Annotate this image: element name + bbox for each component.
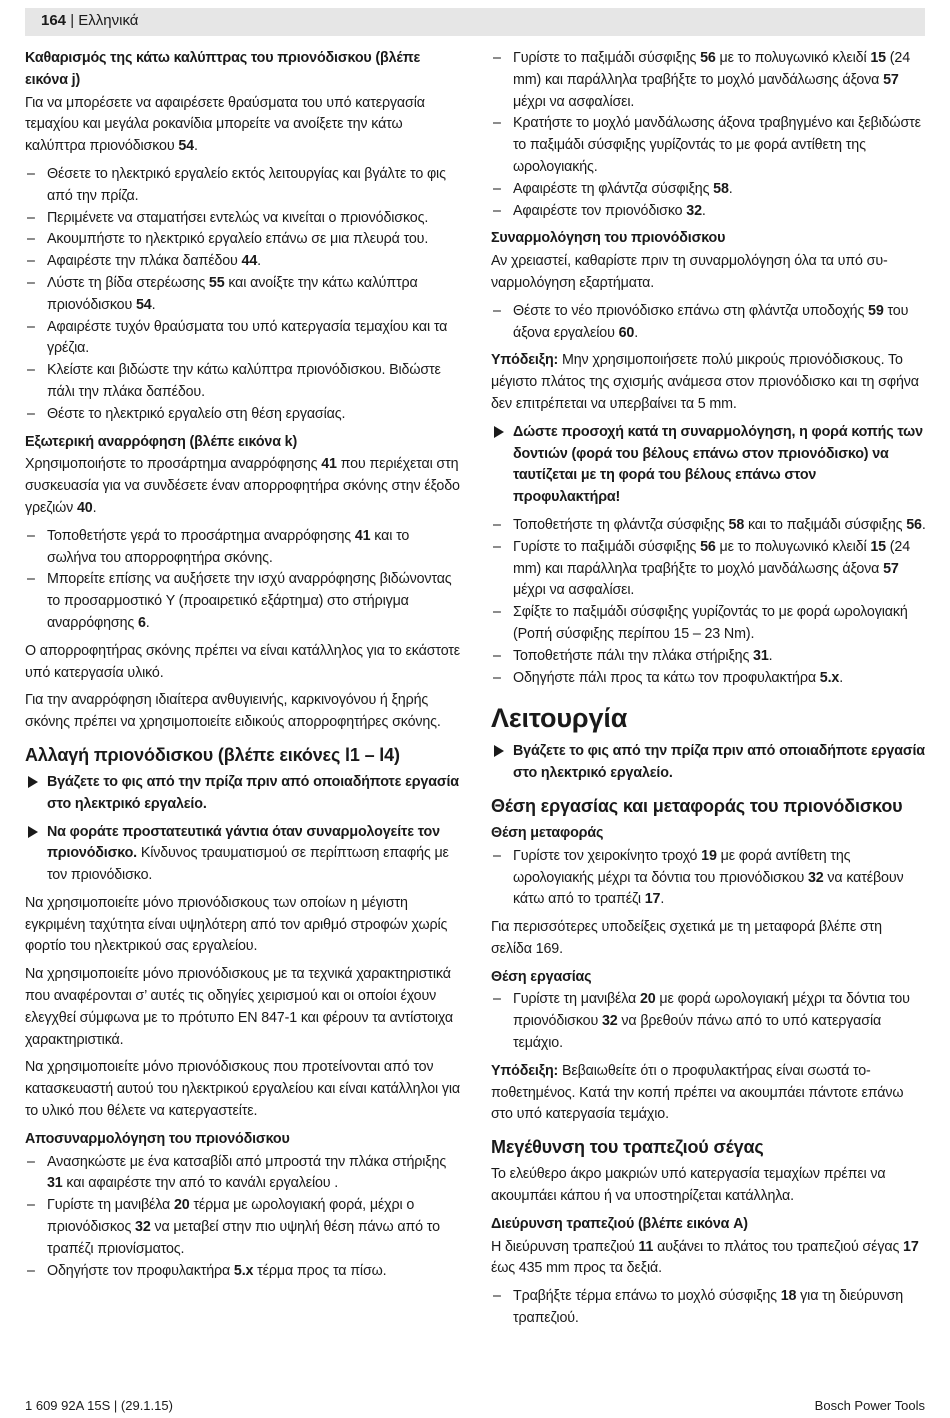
warning-detail: Κίνδυνος τραυματισμού σε περίπτωση επαφής με τον πριονόδισκο. [47,845,449,884]
section-title-positions: Θέση εργασίας και μεταφοράς του πριονόδισκου [491,795,903,816]
subsection-title-transport: Θέση μεταφοράς [491,824,604,841]
paragraph: Το ελεύθερο άκρο μακριών υπό κατεργασία τεμαχίων πρέπει να ακουμπάει κάπου ή να υποστηρίζεται κατάλληλα. [491,1166,886,1205]
list-item: – Θέστε το ηλεκτρικό εργαλείο στη θέση εργασίας. [25,404,460,426]
warning-triangle-icon [28,776,38,788]
step-list [25,1152,460,1283]
chapter-title-operation: Λειτουργία [491,703,628,734]
reference-number: 58 [728,516,745,533]
warning-text: Βγάζετε το φις από την πρίζα πριν από οποιαδήποτε εργασία στο ηλεκτρικό εργαλείο. [513,743,925,782]
step-list [491,1286,926,1330]
section-title-extraction: Εξωτερική αναρρόφηση (βλέπε εικόνα k) [25,433,298,450]
list-item: – Γυρίστε το παξιμάδι σύσφιξης 56 με το πολυγωνικό κλειδί 15 (24 mm) και παράλληλα τραβήξτε το μοχλό μανδάλωσης άξονα 57 μέχρι να ασφαλίσει. [491,48,926,113]
list-item: – Θέστε το νέο πριονόδισκο επάνω στη φλάντζα υποδοχής 59 του άξονα εργαλείου 60. [491,301,926,345]
reference-number: 55 [208,274,225,291]
page-language: Ελληνικά [78,12,139,29]
reference-number: 54 [178,138,194,155]
paragraph: Για την αναρρόφηση ιδιαίτερα ανθυγιεινής, καρκινογόνου ή ξηρής σκόνης πρέπει να χρησιμοποιείτε ειδικούς απορροφητήρες σκόνης. [25,692,441,731]
list-item: – Γυρίστε τον χειροκίνητο τροχό 19 με φορά αντίθετη της ωρολογιακής μέχρι τα δόντια του πριονόδισκου 32 να κατέβουν κάτω από το τραπέζι 17. [491,846,926,911]
list-item: – Γυρίστε το παξιμάδι σύσφιξης 56 με το πολυγωνικό κλειδί 15 (24 mm) και παράλληλα τραβήξτε το μοχλό μανδάλωσης άξονα 57 μέχρι να ασφαλίσει. [491,537,926,602]
footer-doc-id: 1 609 92A 15S | (29.1.15) [25,1398,173,1413]
list-item: – Ακουμπήστε το ηλεκτρικό εργαλείο επάνω σε μια πλευρά του. [25,229,460,251]
step-list [491,989,926,1054]
note-label: Υπόδειξη: [491,352,559,369]
step-list [491,48,926,222]
list-item: – Κρατήστε το μοχλό μανδάλωσης άξονα τραβηγμένο και ξεβιδώστε το παξιμάδι σύσφιξης γυρίζοντάς το με φορά αντίθετη της ωρολογιακής. [491,113,926,178]
list-item: – Αφαιρέστε τυχόν θραύσματα του υπό κατεργασία τεμαχίου και τα γρέζια. [25,317,460,361]
reference-number: 31 [753,647,769,664]
reference-number: 5.x [233,1262,254,1279]
reference-number: 41 [321,456,337,473]
reference-number: 32 [601,1013,618,1030]
reference-number: 15 [870,538,886,555]
list-item: – Περιμένετε να σταματήσει εντελώς να κινείται ο πριονόδισκος. [25,208,460,230]
left-column [25,48,460,1288]
reference-number: 11 [638,1238,654,1255]
step-list [491,301,926,345]
note [491,1061,926,1126]
step-list [491,846,926,911]
warning-text: Βγάζετε το φις από την πρίζα πριν από οποιαδήποτε εργασία στο ηλεκτρικό εργαλείο. [47,773,459,812]
list-item: – Οδηγήστε πάλι προς τα κάτω τον προφυλακτήρα 5.x. [491,668,926,690]
reference-number: 60 [618,324,635,341]
list-item: – Αφαιρέστε τη φλάντζα σύσφιξης 58. [491,179,926,201]
subsection-title-table-widening: Διεύρυνση τραπεζιού (βλέπε εικόνα A) [491,1215,748,1232]
section-title-cleaning: Καθαρισμός της κάτω καλύπτρας του πριονόδισκου (βλέπε εικόνα j) [25,50,421,88]
reference-number: 58 [713,180,729,197]
list-item: – Σφίξτε το παξιμάδι σύσφιξης γυρίζοντάς το με φορά ωρολογιακή (Ροπή σύσφιξης περίπου 15 – 23 Nm). [491,602,926,646]
paragraph: Να χρησιμοποιείτε μόνο πριονόδισκους των οποίων η μέγιστη εγκριμένη ταχύτητα είναι υψηλότερη από τον αριθμό στροφών χωρίς φορτίο του ηλεκτρικού σας εργαλείου. [25,894,448,955]
list-item: – Θέσετε το ηλεκτρικό εργαλείο εκτός λειτουργίας και βγάλτε το φις από την πρίζα. [25,164,460,208]
section-title-blade-change: Αλλαγή πριονόδισκου (βλέπε εικόνες l1 – l4) [25,744,400,765]
list-item: – Μπορείτε επίσης να αυξήσετε την ισχύ αναρρόφησης βιδώνοντας το προσαρμοστικό Y (προαιρετικό εξάρτημα) στο στήριγμα αναρρόφησης 6. [25,569,460,634]
reference-number: 57 [883,71,899,88]
reference-number: 19 [701,847,717,864]
section-title-disassembly: Αποσυναρμολόγηση του πριονόδισκου [25,1130,290,1147]
note-label: Υπόδειξη: [491,1062,559,1079]
reference-number: 20 [174,1197,190,1214]
list-item: – Τοποθετήστε γερά το προσάρτημα αναρρόφησης 41 και το σωλήνα του απορροφητήρα σκόνης. [25,526,460,570]
page-number: 164 [41,12,67,29]
note-text: Βεβαιωθείτε ότι ο προφυλακτήρας είναι σωστά τοποθετημένος. Κατά την κοπή πρέπει να ακουμπάει πάντοτε επάνω στο υπό κατεργασία τεμάχιο. [491,1062,904,1123]
reference-number: 41 [354,527,371,544]
warning-triangle-icon [28,826,38,838]
warning-triangle-icon [494,426,504,438]
step-list [25,526,460,635]
paragraph: Για περισσότερες υποδείξεις σχετικά με τη μεταφορά βλέπε στη σελίδα 169. [491,919,882,957]
step-list [491,515,926,689]
reference-number: 5.x [819,669,840,686]
subsection-title-working: Θέση εργασίας [491,968,592,985]
list-item: – Αφαιρέστε τον πριονόδισκο 32. [491,201,926,223]
page-header: 164 | Ελληνικά [41,12,139,29]
list-item: – Τοποθετήστε πάλι την πλάκα στήριξης 31. [491,646,926,668]
reference-number: 54 [135,296,152,313]
footer-brand: Bosch Power Tools [814,1398,925,1413]
reference-number: 17 [903,1238,919,1255]
paragraph: Η διεύρυνση τραπεζιού 11 αυξάνει το πλάτος του τραπεζιού σέγας 17 έως 435 mm προς τα δεξιά. [491,1238,919,1277]
reference-number: 57 [883,560,899,577]
paragraph: Ο απορροφητήρας σκόνης πρέπει να είναι κατάλληλος για το εκάστοτε υπό κατεργασία υλικό. [25,642,461,681]
reference-number: 20 [640,991,656,1008]
list-item: – Οδηγήστε τον προφυλακτήρα 5.x τέρμα προς τα πίσω. [25,1261,460,1283]
header-bar [25,8,925,36]
section-title-assembly: Συναρμολόγηση του πριονόδισκου [491,230,726,247]
list-item: – Γυρίστε τη μανιβέλα 20 με φορά ωρολογιακή μέχρι τα δόντια του πριονόδισκου 32 να βρεθούν πάνω από το υπό κατεργασία τεμάχιο. [491,989,926,1054]
reference-number: 31 [47,1175,63,1192]
reference-number: 56 [906,516,922,533]
reference-number: 15 [870,50,886,66]
paragraph: Για να μπορέσετε να αφαιρέσετε θραύσματα του υπό κατεργασία τεμαχίου και μεγάλα ροκανίδια μπορείτε να ανοίξετε την κάτω καλύπτρα πριονόδισκου 54. [25,94,425,155]
list-item: – Αφαιρέστε την πλάκα δαπέδου 44. [25,251,460,273]
reference-number: 32 [135,1219,151,1236]
list-item: – Λύστε τη βίδα στερέωσης 55 και ανοίξτε την κάτω καλύπτρα πριονόδισκου 54. [25,273,460,317]
reference-number: 56 [700,50,716,66]
step-list [25,164,460,426]
reference-number: 17 [644,891,661,908]
paragraph: Χρησιμοποιήστε το προσάρτημα αναρρόφησης 41 που περιέχεται στη συσκευασία για να συνδέσετε έναν απορροφητήρα σκόνης στην έξοδο γρεζιών 40. [25,456,460,516]
list-item: – Κλείστε και βιδώστε την κάτω καλύπτρα πριονόδισκου. Βιδώστε πάλι την πλάκα δαπέδου. [25,360,460,404]
list-item: – Γυρίστε τη μανιβέλα 20 τέρμα με ωρολογιακή φορά, μέχρι ο πριονόδισκος 32 να μεταβεί στην πιο υψηλή θέση πάνω από το τραπέζι πριονίσματος. [25,1195,460,1260]
paragraph: Αν χρειαστεί, καθαρίστε πριν τη συναρμολόγηση όλα τα υπό συναρμολόγηση εξαρτήματα. [491,253,888,291]
reference-number: 32 [686,202,702,219]
note-text: Μην χρησιμοποιήσετε πολύ μικρούς πριονόδισκους. Το μέγιστο πλάτος της σχισμής ανάμεσα στον πριονόδισκο και τη σφήνα δεν επιτρέπεται να υπερβαίνει τα 5 mm. [491,352,919,412]
warning-text: Να φοράτε προστατευτικά γάντια όταν συναρμολογείτε τον πριονόδισκο. [47,823,440,862]
reference-number: 59 [868,302,884,319]
right-column [491,48,926,1336]
section-title-table-extension: Μεγέθυνση του τραπεζιού σέγας [491,1137,764,1158]
warning [25,822,460,887]
reference-number: 6 [137,614,146,631]
warning [491,741,926,785]
reference-number: 40 [76,499,93,516]
reference-number: 18 [780,1288,797,1305]
warning-text: Δώστε προσοχή κατά τη συναρμολόγηση, η φορά κοπής των δοντιών (φορά του βέλους επάνω στον πριονόδισκο) να ταυτίζεται με τη φορά του βέλους επάνω στον προφυλακτήρα! [513,423,923,506]
paragraph: Να χρησιμοποιείτε μόνο πριονόδισκους που προτείνονται από τον κατασκευαστή αυτού του ηλεκτρικού εργαλείου και είναι κατάλληλοι για το υλικό που θέλετε να κατεργαστείτε. [25,1059,461,1120]
list-item: – Τραβήξτε τέρμα επάνω το μοχλό σύσφιξης 18 για τη διεύρυνση τραπεζιού. [491,1286,926,1330]
reference-number: 32 [807,869,824,886]
note [491,350,926,415]
paragraph: Να χρησιμοποιείτε μόνο πριονόδισκους με τα τεχνικά χαρακτηριστικά που αναφέρονται σ’ αυτές τις οδηγίες χειρισμού και οι οποίοι έχουν ελεγχθεί σύμφωνα με το πρότυπο EN 847-1 και φέρουν τα αντίστοιχα χαρακτηριστικά. [25,966,453,1048]
warning-triangle-icon [494,745,504,757]
list-item: – Τοποθετήστε τη φλάντζα σύσφιξης 58 και το παξιμάδι σύσφιξης 56. [491,515,926,537]
reference-number: 56 [700,538,716,555]
reference-number: 44 [241,253,258,270]
warning [25,772,460,816]
warning [491,422,926,509]
list-item: – Ανασηκώστε με ένα κατσαβίδι από μπροστά την πλάκα στήριξης 31 και αφαιρέστε την από το κανάλι εργαλείου . [25,1152,460,1196]
